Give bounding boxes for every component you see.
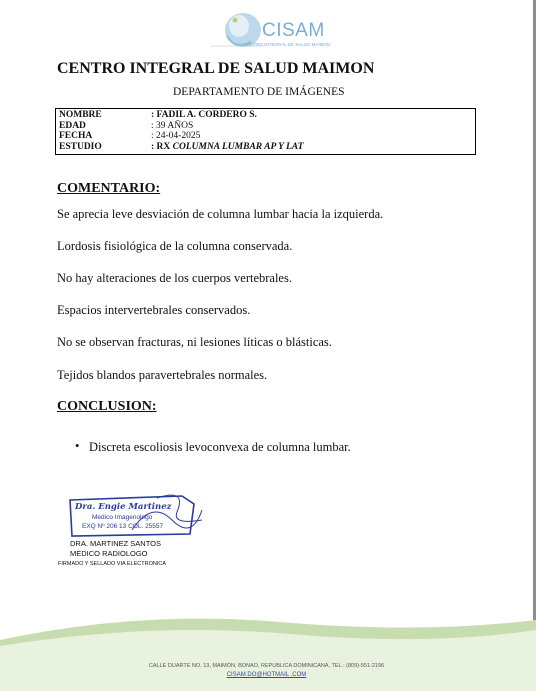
conclusion-heading: CONCLUSION: (57, 399, 157, 414)
comment-line: No hay alteraciones de los cuerpos vertebrales. (57, 271, 292, 285)
stamp-doctor-name: Dra. Engie Martinez (75, 502, 172, 512)
patient-age-row (59, 121, 472, 132)
patient-study-row (59, 142, 472, 153)
age-value: : 39 AÑOS (151, 120, 194, 131)
patient-name-row (59, 110, 472, 121)
patient-date-row (59, 131, 472, 142)
comment-line: No se observan fracturas, ni lesiones líticas o blásticas. (57, 335, 332, 349)
stamp-specialty: Medico Imagenologo (92, 514, 153, 521)
comment-heading: COMENTARIO: (57, 181, 161, 196)
page-title: CENTRO INTEGRAL DE SALUD MAIMON (57, 60, 375, 77)
signature-name: DRA. MARTINEZ SANTOS (70, 539, 161, 548)
date-label: FECHA (59, 131, 93, 141)
age-label: EDAD (59, 120, 86, 131)
stamp-license: EXQ Nº 206 13 COL. 25557 (82, 523, 164, 530)
date-value: : 24-04-2025 (151, 131, 201, 141)
logo-subtitle: CENTRO INTEGRAL DE SALUD MAIMON (244, 42, 331, 47)
name-value: : FADIL A. CORDERO S. (151, 110, 257, 120)
footer-email-link[interactable]: CISAM.DO@HOTMAIL .COM (226, 672, 307, 678)
study-value: COLUMNA LUMBAR AP Y LAT (172, 141, 304, 152)
patient-info-box (55, 108, 476, 155)
footer-address: CALLE DUARTE NO. 13, MAIMÓN, BONAO, REPUBLICA DOMINICANA, TEL.: (809)-551-2196 (148, 663, 385, 669)
comment-line: Tejidos blandos paravertebrales normales. (57, 368, 268, 382)
comment-line: Espacios intervertebrales conservados. (57, 303, 251, 317)
signature-title: MEDICO RADIOLOGO (70, 549, 148, 558)
comment-line: Lordosis fisiológica de la columna conservada. (57, 239, 293, 253)
conclusion-item-text: Discreta escoliosis levoconvexa de columna lumbar. (89, 440, 351, 454)
name-label: NOMBRE (59, 110, 102, 120)
department-heading: DEPARTAMENTO DE IMÁGENES (173, 86, 345, 98)
logo-text: CISAM (262, 20, 325, 41)
study-prefix: : RX (151, 141, 171, 152)
signature-note: FIRMADO Y SELLADO VIA ELECTRONICA (58, 561, 166, 567)
study-label: ESTUDIO (59, 141, 102, 152)
conclusion-item (75, 440, 351, 455)
comment-line: Se aprecia leve desviación de columna lumbar hacia la izquierda. (57, 207, 384, 221)
